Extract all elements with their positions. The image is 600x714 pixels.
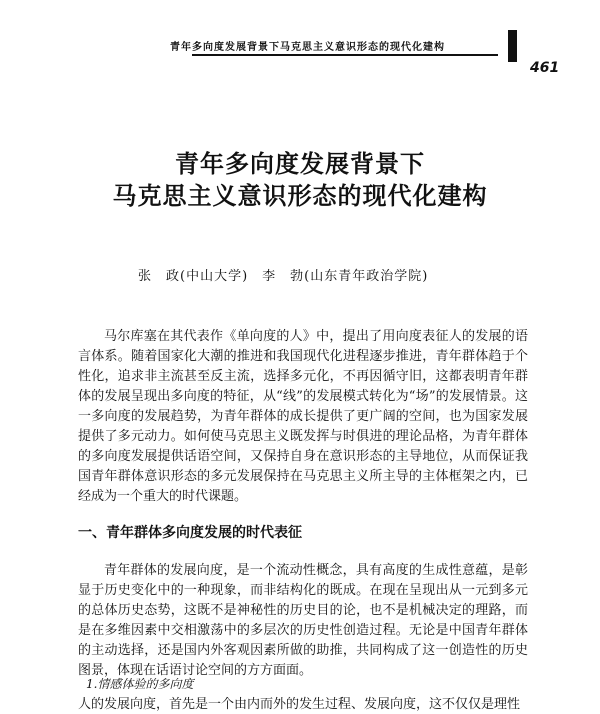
body-paragraph: 青年群体的发展向度，是一个流动性概念，具有高度的生成性意蕴，是彰显于历史变化中的一种现象，而非结构化的既成。在现在呈现出从一元到多元的总体历史态势，这既不是神秘性的历史目的论，也不是机械决定的理路，而是在多维因素中交相激荡中的多层次的历史性创造过程。无论是中国青年群体的主动选择，还是国内外客观因素所做的助推，共同构成了这一创造性的历史图景，体现在话语讨论空间的方方面面。: [78, 563, 528, 678]
running-head: 青年多向度发展背景下马克思主义意识形态的现代化建构: [170, 42, 445, 53]
article-title-line-1: 青年多向度发展背景下: [175, 150, 425, 178]
article-title-line-2: 马克思主义意识形态的现代化建构: [112, 182, 488, 210]
page-number: 461: [530, 60, 560, 76]
authors-line: 张 政(中山大学) 李 勃(山东青年政治学院): [138, 269, 429, 284]
subsection-heading: 1.情感体验的多向度: [86, 677, 194, 691]
body-paragraph-start: 人的发展向度，首先是一个由内而外的发生过程、发展向度，这不仅仅是理性: [78, 697, 521, 712]
abstract-paragraph: 马尔库塞在其代表作《单向度的人》中，提出了用向度表征人的发展的语言体系。随着国家化大潮的推进和我国现代化进程逐步推进，青年群体趋于个性化，追求非主流甚至反主流，选择多元化，不再因循守旧，这都表明青年群体的发展呈现出多向度的特征，从“线”的发展模式转化为“场”的发展情景。这一多向度的发展趋势，为青年群体的成长提供了更广阔的空间，也为国家发展提供了多元动力。如何使马克思主义既发挥与时俱进的理论品格，为青年群体的多向度发展提供话语空间，又保持自身在意识形态的主导地位，从而保证我国青年群体意识形态的多元发展保持在马克思主义所主导的主体框架之内，已经成为一个重大的时代课题。: [78, 329, 528, 504]
section-heading: 一、青年群体多向度发展的时代表征: [78, 525, 302, 541]
header-bar: [508, 30, 517, 62]
header-rule: [192, 54, 498, 56]
